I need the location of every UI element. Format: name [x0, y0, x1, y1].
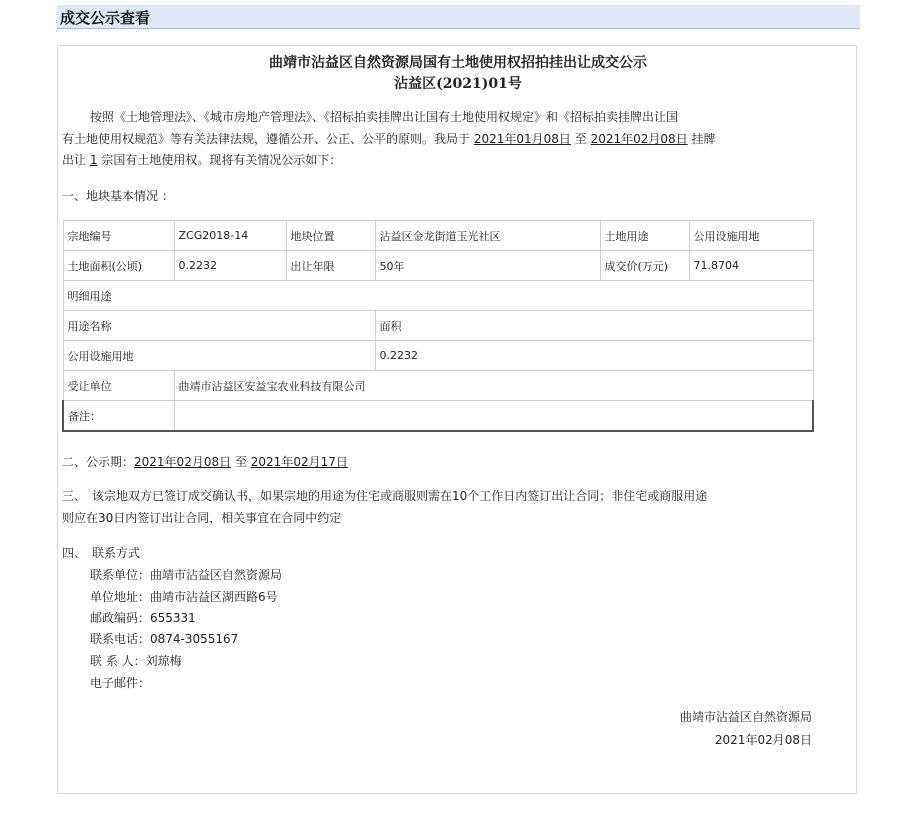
intro-text: 出让 [62, 153, 87, 167]
intro-listing: 挂牌 [691, 131, 716, 146]
page-title: 成交公示查看 [60, 9, 151, 27]
intro-line-3 [62, 150, 814, 172]
announcement-document [57, 45, 857, 794]
document-title: 曲靖市沾益区自然资源局国有土地使用权招拍挂出让成交公示 [269, 55, 647, 71]
table-row [63, 251, 813, 281]
listing-end-date: 2021年02月08日 [590, 131, 688, 146]
parcel-count: 1 [89, 153, 98, 167]
signature-org: 曲靖市沾益区自然资源局 [679, 710, 812, 724]
detail-usage-label: 明细用途 [63, 281, 813, 311]
document-number: 沾益区(2021)01号 [394, 76, 522, 92]
contact-postcode: 邮政编码：655331 [90, 611, 196, 625]
table-cell: 沾益区金龙街道玉光社区 [375, 221, 600, 251]
assignee-value: 曲靖市沾益区安益宝农业科技有限公司 [174, 371, 813, 401]
publicity-start-date: 2021年02月08日 [134, 455, 232, 469]
contact-unit: 联系单位：曲靖市沾益区自然资源局 [90, 568, 283, 582]
section-2 [62, 453, 348, 470]
table-cell: 公用设施用地 [689, 221, 813, 251]
header-bar [57, 5, 860, 29]
table-cell: 71.8704 [689, 251, 813, 281]
intro-text: 宗国有土地使用权。现将有关情况公示如下： [101, 153, 342, 167]
intro-to: 至 [574, 131, 587, 146]
contact-email: 电子邮件： [90, 676, 151, 690]
section-2-to: 至 [234, 455, 247, 469]
intro-line-2 [62, 129, 814, 151]
contact-phone: 联系电话：0874-3055167 [90, 632, 239, 646]
table-cell: 土地面积(公顷) [63, 251, 174, 281]
table-cell: 宗地编号 [63, 221, 174, 251]
remark-value [174, 401, 813, 432]
assignee-label: 受让单位 [63, 371, 174, 401]
table-cell: 成交价(万元) [600, 251, 689, 281]
remark-label: 备注： [63, 401, 174, 432]
table-cell: 地块位置 [286, 221, 375, 251]
table-cell: 0.2232 [174, 251, 286, 281]
intro-paragraph [62, 107, 814, 172]
intro-text: 有土地使用权规范》等有关法律法规，遵循公开、公正、公平的原则。我局于 [62, 131, 471, 146]
section-1-heading: 一、地块基本情况 ： [62, 189, 174, 203]
parcel-info-table [62, 220, 814, 432]
publicity-end-date: 2021年02月17日 [250, 455, 348, 469]
contact-person: 联 系 人：刘琼梅 [90, 654, 182, 668]
table-cell: ZCG2018-14 [174, 221, 286, 251]
table-cell: 土地用途 [600, 221, 689, 251]
section-2-label: 二、公示期： [62, 455, 135, 469]
table-cell: 50年 [375, 251, 600, 281]
listing-start-date: 2021年01月08日 [473, 131, 571, 146]
section-3 [62, 486, 814, 529]
table-row [63, 221, 813, 251]
table-row [63, 281, 813, 311]
usage-area-header: 面积 [375, 311, 813, 341]
contact-address: 单位地址：曲靖市沾益区湖西路6号 [90, 590, 278, 604]
section-3-line-1: 三、 该宗地双方已签订成交确认书，如果宗地的用途为住宅或商服则需在10个工作日内签订出让合同；非住宅或商服用途 [62, 489, 708, 503]
table-row [63, 371, 813, 401]
usage-area: 0.2232 [375, 341, 813, 371]
table-row [63, 311, 813, 341]
usage-name: 公用设施用地 [63, 341, 375, 371]
section-3-line-2: 则应在30日内签订出让合同，相关事宜在合同中约定 [62, 510, 342, 525]
usage-name-header: 用途名称 [63, 311, 375, 341]
signature-date: 2021年02月08日 [714, 733, 812, 747]
intro-line-1: 按照《土地管理法》、《城市房地产管理法》、《招标拍卖挂牌出让国有土地使用权规定》和《招标拍卖挂牌出让国 [90, 110, 679, 124]
table-row [63, 401, 813, 432]
table-row [63, 341, 813, 371]
table-cell: 出让年限 [286, 251, 375, 281]
section-4-heading: 四、 联系方式 [62, 546, 141, 560]
